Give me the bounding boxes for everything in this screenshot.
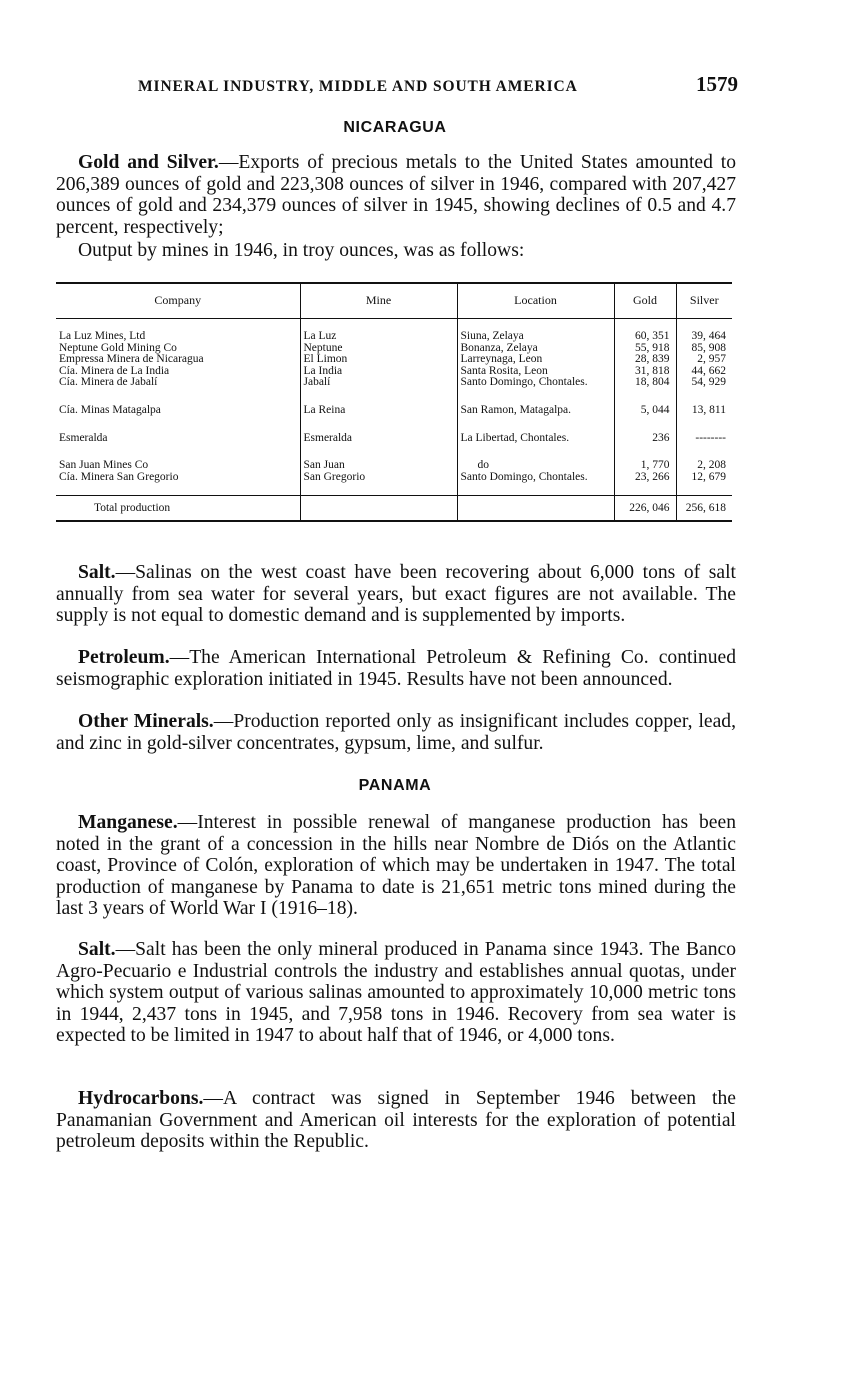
page-number: 1579 — [696, 72, 738, 96]
cell-gold: 23, 266 — [614, 472, 676, 484]
cell-mine: Neptune — [300, 343, 457, 355]
table-header-row — [56, 284, 732, 319]
cell-silver: 39, 464 — [676, 331, 732, 343]
cell-mine: Esmeralda — [300, 433, 457, 445]
cell-company: Empressa Minera de Nicaragua — [59, 353, 204, 366]
cell-location: Santo Domingo, Chontales. — [457, 377, 614, 389]
section-heading-nicaragua: NICARAGUA — [343, 119, 447, 136]
cell-gold: 31, 818 — [614, 366, 676, 378]
table-row — [56, 433, 732, 445]
paragraph-hydrocarbons — [56, 1088, 736, 1153]
paragraph-petroleum — [56, 647, 736, 690]
cell-location: do — [457, 460, 614, 472]
cell-gold: 18, 804 — [614, 377, 676, 389]
cell-location: Bonanza, Zelaya — [457, 343, 614, 355]
cell-gold: 28, 839 — [614, 354, 676, 366]
cell-silver: 44, 662 — [676, 366, 732, 378]
cell-mine: La Reina — [300, 405, 457, 417]
table-total-row — [56, 496, 732, 521]
paragraph-other-minerals — [56, 711, 736, 754]
paragraph-lead: Gold and Silver. — [78, 152, 219, 173]
paragraph-output-intro: Output by mines in 1946, in troy ounces, was as follows: — [78, 240, 525, 261]
cell-location: Larreynaga, Leon — [457, 354, 614, 366]
paragraph-manganese — [56, 812, 736, 920]
cell-silver: 12, 679 — [676, 472, 732, 484]
cell-silver: 85, 908 — [676, 343, 732, 355]
cell-company: Cía. Minas Matagalpa — [59, 403, 161, 416]
cell-mine: Jabalí — [300, 377, 457, 389]
paragraph-text: —Production reported only as insignificant includes copper, lead, and zinc in gold-silver concentrates, gypsum, lime, and sulfur. — [56, 711, 737, 754]
cell-location: La Libertad, Chontales. — [457, 433, 614, 445]
paragraph-text: —Salt has been the only mineral produced in Panama since 1943. The Banco Agro-Pecuario e Industrial controls the industry and establishes annual quotas, under which system output of various salinas amounted to approximately 10,000 metric tons in 1944, 2,437 tons in 1945, and 7,958 tons in 1946. Recovery from sea water is expected to be limited in 1947 to about half that of 1946, or 4,000 tons. — [56, 939, 736, 1046]
cell-location: Siuna, Zelaya — [457, 331, 614, 343]
table-row — [56, 366, 732, 378]
cell-location: Santo Domingo, Chontales. — [457, 472, 614, 484]
cell-company: La Luz Mines, Ltd — [59, 330, 146, 342]
total-gold: 226, 046 — [614, 496, 676, 521]
cell-mine: El Limon — [300, 354, 457, 366]
cell-gold: 1, 770 — [614, 460, 676, 472]
table-row — [56, 377, 732, 389]
total-label: Total production — [56, 496, 300, 521]
cell-gold: 55, 918 — [614, 343, 676, 355]
paragraph-lead: Salt. — [78, 939, 116, 960]
table-row — [56, 331, 732, 343]
header-mine: Mine — [300, 284, 457, 319]
table-row — [56, 472, 732, 484]
paragraph-text: —Exports of precious metals to the United States amounted to 206,389 ounces of gold and 223,308 ounces of silver in 1946, compared with 207,427 ounces of gold and 234,379 ounces of silver in 1945, showing declines of 0.5 and 4.7 percent, respectively; — [56, 152, 737, 238]
cell-location: San Ramon, Matagalpa. — [457, 405, 614, 417]
paragraph-text: —A contract was signed in September 1946 between the Panamanian Government and American oil interests for the exploration of potential petroleum deposits within the Republic. — [56, 1088, 736, 1152]
paragraph-text: —Salinas on the west coast have been recovering about 6,000 tons of salt annually from sea water for several years, but exact figures are not available. The supply is not equal to domestic demand and is supplemented by imports. — [56, 562, 736, 626]
section-heading-panama: PANAMA — [358, 777, 432, 794]
header-company: Company — [56, 284, 300, 319]
paragraph-text: —The American International Petroleum & Refining Co. continued seismographic exploration initiated in 1945. Results have not been announced. — [56, 647, 736, 690]
cell-gold: 236 — [614, 433, 676, 445]
paragraph-lead: Hydrocarbons. — [78, 1088, 204, 1109]
cell-company: Esmeralda — [59, 431, 108, 444]
header-location: Location — [457, 284, 614, 319]
cell-company: Cía. Minera de Jabalí — [59, 376, 158, 389]
cell-mine: La India — [300, 366, 457, 378]
output-table — [56, 282, 732, 522]
cell-mine: San Gregorio — [300, 472, 457, 484]
cell-silver: 13, 811 — [676, 405, 732, 417]
paragraph-lead: Petroleum. — [78, 647, 170, 668]
cell-gold: 60, 351 — [614, 331, 676, 343]
paragraph-salt-panama — [56, 939, 736, 1047]
cell-company: Neptune Gold Mining Co — [59, 341, 177, 354]
total-silver: 256, 618 — [676, 496, 732, 521]
cell-company: Cía. Minera San Gregorio — [59, 470, 179, 483]
table-row — [56, 405, 732, 417]
cell-company: Cía. Minera de La India — [59, 364, 170, 377]
running-head — [138, 72, 738, 97]
cell-silver: -------- — [676, 433, 732, 445]
cell-silver: 2, 208 — [676, 460, 732, 472]
running-head-title: MINERAL INDUSTRY, MIDDLE AND SOUTH AMERICA — [138, 78, 578, 95]
header-gold: Gold — [614, 284, 676, 319]
paragraph-text: —Interest in possible renewal of manganese production has been noted in the grant of a concession in the hills near Nombre de Diós on the Atlantic coast, Province of Colón, exploration of which may be undertaken in 1947. The total production of manganese by Panama to date is 21,651 metric tons mined during the last 3 years of World War I (1916–18). — [56, 812, 736, 919]
header-silver: Silver — [676, 284, 732, 319]
cell-location: Santa Rosita, Leon — [457, 366, 614, 378]
cell-gold: 5, 044 — [614, 405, 676, 417]
paragraph-salt-nicaragua — [56, 562, 736, 627]
cell-silver: 54, 929 — [676, 377, 732, 389]
table-row — [56, 460, 732, 472]
paragraph-lead: Manganese. — [78, 812, 178, 833]
paragraph-gold-silver — [56, 152, 736, 238]
cell-silver: 2, 957 — [676, 354, 732, 366]
cell-mine: San Juan — [300, 460, 457, 472]
paragraph-lead: Other Minerals. — [78, 711, 214, 732]
cell-company: San Juan Mines Co — [59, 459, 149, 472]
cell-mine: La Luz — [300, 331, 457, 343]
paragraph-lead: Salt. — [78, 562, 116, 583]
